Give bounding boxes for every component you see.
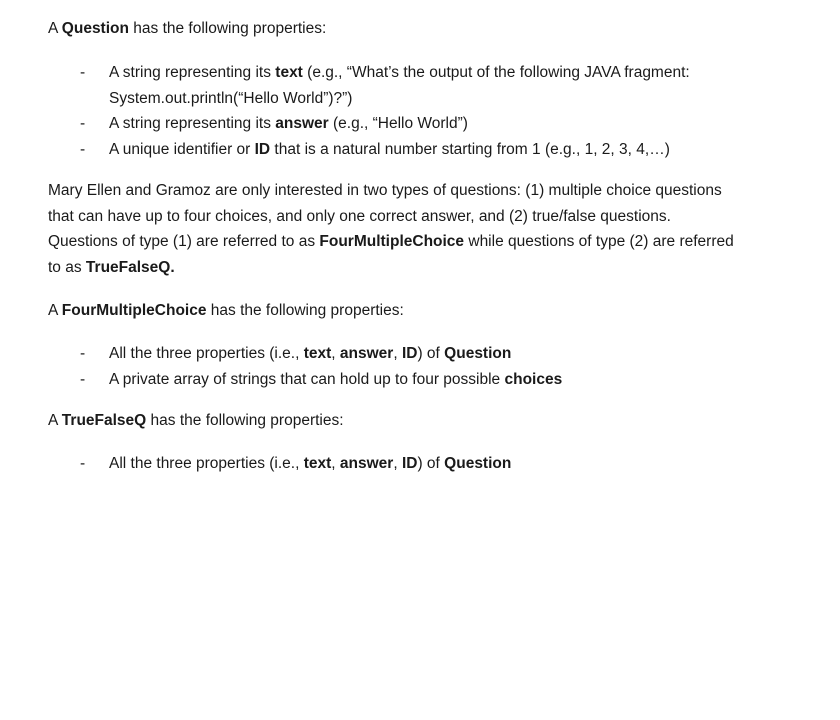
bullet-dash: - (80, 455, 86, 472)
bullet-dash: - (80, 370, 86, 388)
intro-text: A (48, 20, 62, 37)
item-term: ID (254, 140, 271, 158)
tf-properties-list (0, 451, 840, 477)
item-term: text (303, 345, 332, 362)
item-term: answer (339, 455, 394, 472)
item-text: , (331, 345, 340, 362)
tf-intro (48, 408, 808, 434)
intro-text: has the following properties: (128, 20, 327, 37)
summary-term: TrueFalseQ. (85, 258, 175, 276)
item-term: ID (401, 345, 418, 362)
intro-text: has the following properties: (206, 302, 404, 319)
item-term: ID (401, 455, 418, 472)
item-term: Question (444, 455, 512, 472)
item-text: (e.g., “What’s the output of the following JAVA fragment: (302, 64, 690, 81)
bullet-dash: - (80, 64, 86, 81)
summary-line: while questions of type (2) are referred (464, 233, 734, 250)
list-item (0, 451, 799, 477)
summary-line: Mary Ellen and Gramoz are only interested in two types of questions: (1) multiple choice questions (48, 182, 722, 199)
item-text: A string representing its (109, 64, 276, 81)
intro-text: has the following properties: (146, 412, 344, 429)
item-text: A unique identifier or (109, 140, 255, 158)
item-text: A string representing its (109, 115, 276, 132)
list-item (0, 137, 799, 163)
item-term: answer (275, 115, 329, 132)
intro-term: FourMultipleChoice (61, 302, 207, 319)
intro-term: TrueFalseQ (61, 412, 147, 429)
item-term: Question (444, 345, 512, 362)
intro-text: A (48, 412, 62, 429)
types-summary-paragraph (48, 178, 808, 280)
item-term: text (303, 455, 332, 472)
list-item (0, 111, 799, 137)
intro-text: A (48, 302, 62, 319)
summary-line: to as (48, 258, 86, 276)
item-text: System.out.println(“Hello World”)?”) (109, 89, 353, 107)
bullet-dash: - (80, 115, 86, 132)
bullet-dash: - (80, 345, 86, 362)
item-text: , (393, 345, 402, 362)
item-text: , (393, 455, 402, 472)
item-text: that is a natural number starting from 1 (e.g., 1, 2, 3, 4,…) (270, 140, 670, 158)
item-text: (e.g., “Hello World”) (328, 115, 468, 132)
intro-term: Question (61, 20, 129, 37)
item-text: All the three properties (i.e., (109, 345, 304, 362)
item-text: All the three properties (i.e., (109, 455, 304, 472)
summary-line: that can have up to four choices, and only one correct answer, and (2) true/false questions. (48, 207, 671, 225)
item-term: answer (339, 345, 394, 362)
fmc-intro (48, 298, 808, 324)
list-item (0, 367, 799, 393)
summary-line: Questions of type (1) are referred to as (48, 233, 320, 250)
item-term: choices (504, 370, 563, 388)
item-text: ) of (417, 345, 445, 362)
list-item (0, 341, 799, 367)
bullet-dash: - (80, 140, 86, 158)
item-text: ) of (417, 455, 445, 472)
list-item (0, 60, 799, 111)
question-intro (48, 16, 808, 42)
item-text: A private array of strings that can hold up to four possible (109, 370, 505, 388)
summary-term: FourMultipleChoice (319, 233, 465, 250)
item-term: text (275, 64, 303, 81)
question-properties-list (0, 60, 840, 162)
fmc-properties-list (0, 341, 840, 392)
item-text: , (331, 455, 340, 472)
